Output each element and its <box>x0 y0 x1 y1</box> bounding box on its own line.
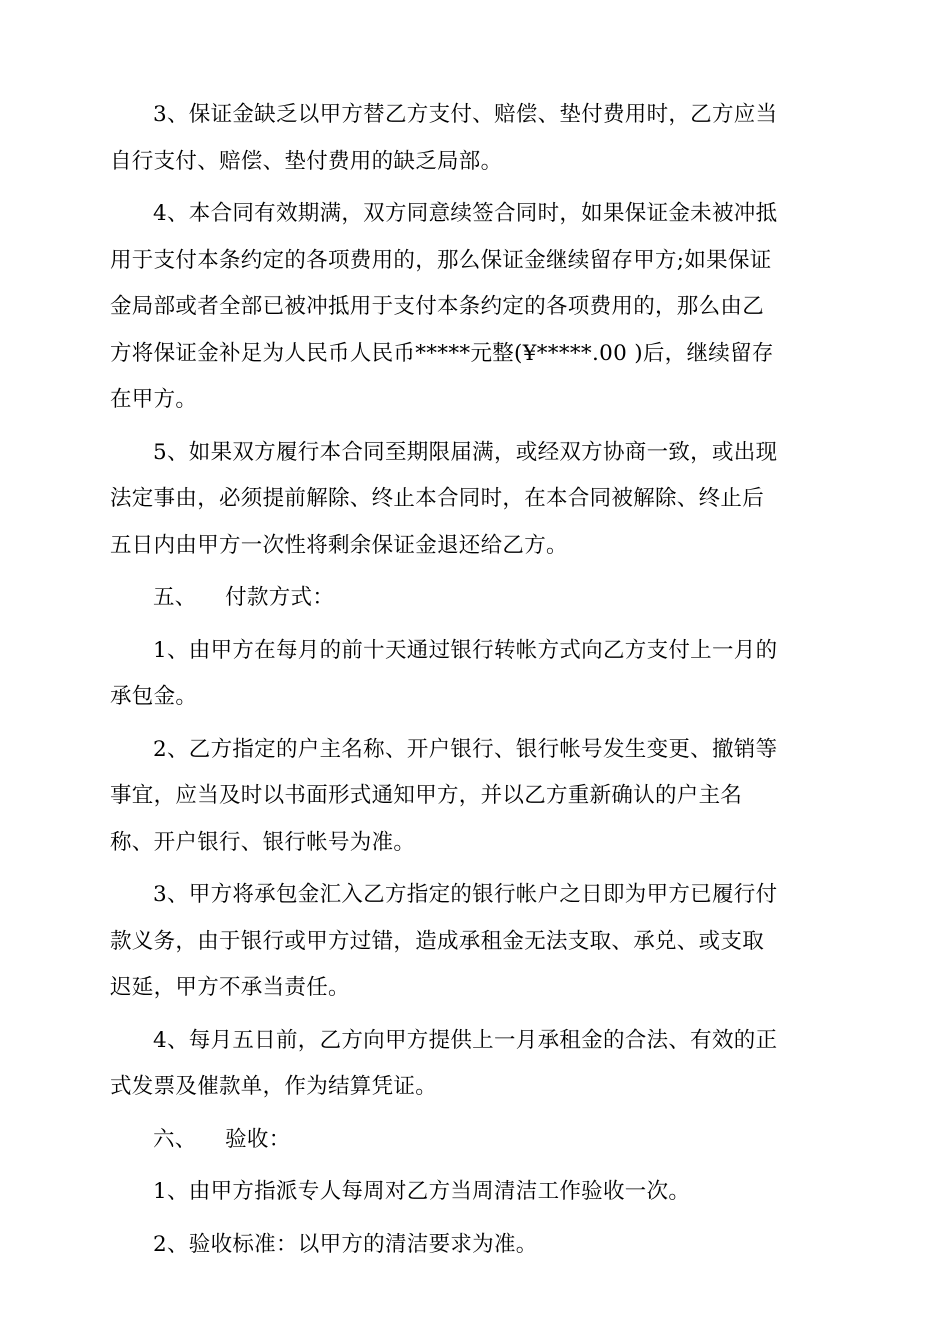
paragraph-bank-change <box>110 727 840 867</box>
paragraph-payment-obligation <box>110 872 840 1012</box>
document-page <box>110 92 840 1274</box>
text-line: 自行支付、赔偿、垫付费用的缺乏局部。 <box>110 148 503 174</box>
text-line: 事宜，应当及时以书面形式通知甲方，并以乙方重新确认的户主名 <box>110 783 743 808</box>
text-line: 1、由甲方在每月的前十天通过银行转帐方式向乙方支付上一月的 <box>153 637 778 663</box>
text-line: 六、 验收： <box>153 1126 291 1152</box>
text-line: 法定事由，必须提前解除、终止本合同时，在本合同被解除、终止后 <box>110 486 765 511</box>
paragraph-payment-transfer <box>110 628 840 721</box>
text-line: 2、验收标准：以甲方的清洁要求为准。 <box>153 1231 538 1257</box>
text-line: 1、由甲方指派专人每周对乙方当周清洁工作验收一次。 <box>153 1179 691 1204</box>
text-line: 用于支付本条约定的各项费用的，那么保证金继续留存甲方;如果保证 <box>110 247 772 273</box>
text-line: 2、乙方指定的户主名称、开户银行、银行帐号发生变更、撤销等 <box>153 736 778 762</box>
text-line: 迟延，甲方不承当责任。 <box>110 975 350 1000</box>
text-line: 5、如果双方履行本合同至期限届满，或经双方协商一致，或出现 <box>153 439 778 465</box>
text-line: 款义务，由于银行或甲方过错，造成承租金无法支取、承兑、或支取 <box>110 928 765 954</box>
paragraph-contract-renewal <box>110 191 840 424</box>
text-line: 五、 付款方式： <box>153 585 335 610</box>
paragraph-contract-termination <box>110 430 840 570</box>
text-line: 4、每月五日前，乙方向甲方提供上一月承租金的合法、有效的正 <box>153 1027 778 1053</box>
text-line: 式发票及催款单，作为结算凭证。 <box>110 1074 438 1099</box>
text-line: 在甲方。 <box>110 387 198 412</box>
paragraph-weekly-inspection <box>110 1169 840 1216</box>
text-line: 五日内由甲方一次性将剩余保证金退还给乙方。 <box>110 532 568 558</box>
paragraph-acceptance-standard <box>110 1222 840 1269</box>
paragraph-invoice <box>110 1018 840 1111</box>
text-line: 方将保证金补足为人民币人民币*****元整(¥*****.00 )后，继续留存 <box>110 340 774 366</box>
paragraph-deposit-shortfall <box>110 92 840 185</box>
text-line: 3、保证金缺乏以甲方替乙方支付、赔偿、垫付费用时，乙方应当 <box>153 102 778 127</box>
text-line: 承包金。 <box>110 684 198 709</box>
text-line: 3、甲方将承包金汇入乙方指定的银行帐户之日即为甲方已履行付 <box>153 882 778 907</box>
text-line: 4、本合同有效期满，双方同意续签合同时，如果保证金未被冲抵 <box>153 201 778 226</box>
text-line: 称、开户银行、银行帐号为准。 <box>110 829 416 855</box>
section-heading-payment-method <box>110 575 840 622</box>
text-line: 金局部或者全部已被冲抵用于支付本条约定的各项费用的，那么由乙 <box>110 294 765 319</box>
section-heading-acceptance <box>110 1117 840 1164</box>
